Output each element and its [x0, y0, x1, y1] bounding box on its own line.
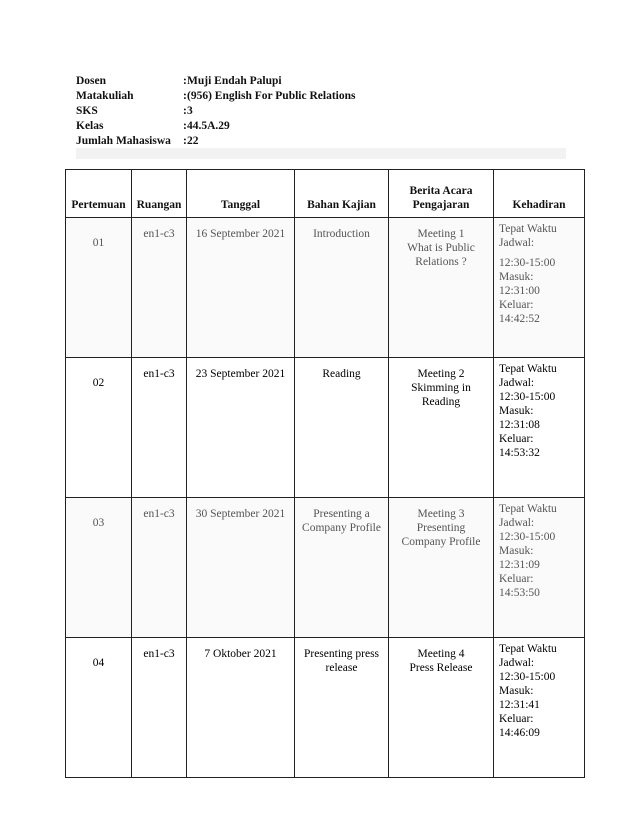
kehadiran-line: Keluar:: [499, 713, 534, 725]
cell-bahan-kajian: Reading: [295, 358, 389, 498]
cell-ruangan: en1-c3: [132, 638, 187, 778]
kelas-value: 44.5A.29: [187, 120, 230, 132]
header-berita-line2: Pengajaran: [412, 199, 470, 211]
cell-bahan-kajian: [295, 638, 389, 778]
kehadiran-status: Tepat Waktu: [499, 503, 557, 515]
berita-line: Meeting 4: [417, 648, 465, 660]
berita-line: Reading: [421, 396, 461, 408]
kehadiran-line: 12:30-15:00: [499, 391, 556, 403]
kehadiran-line: 14:53:32: [499, 447, 540, 459]
kehadiran-line: Keluar:: [499, 573, 534, 585]
kehadiran-line: Masuk:: [499, 545, 534, 557]
cell-pertemuan: 03: [66, 498, 132, 638]
info-divider-bar: [76, 148, 566, 159]
kehadiran-line: 14:53:50: [499, 587, 540, 599]
info-row-matakuliah: [76, 89, 566, 104]
kehadiran-line: 12:30-15:00: [499, 531, 556, 543]
header-tanggal: Tanggal: [187, 170, 295, 218]
table-row: [66, 218, 585, 358]
info-row-kelas: [76, 119, 566, 134]
kehadiran-line: Jadwal:: [499, 377, 535, 389]
header-kehadiran: Kehadiran: [494, 170, 585, 218]
kehadiran-line: 12:31:00: [499, 285, 540, 297]
kehadiran-line: 12:31:08: [499, 419, 540, 431]
table-row: [66, 498, 585, 638]
kehadiran-line: 12:31:41: [499, 699, 540, 711]
bahan-line: Company Profile: [302, 522, 381, 534]
kehadiran-line: 14:42:52: [499, 313, 540, 325]
cell-kehadiran: [494, 498, 585, 638]
separator: :: [183, 75, 187, 87]
berita-line: Meeting 3: [417, 508, 465, 520]
sks-value: 3: [187, 105, 193, 117]
kehadiran-line: Masuk:: [499, 271, 534, 283]
header-ruangan: Ruangan: [132, 170, 187, 218]
kehadiran-line: Masuk:: [499, 685, 534, 697]
sks-label: SKS: [76, 105, 98, 117]
attendance-table: [65, 169, 585, 778]
header-berita-acara: [389, 170, 494, 218]
kehadiran-line: Keluar:: [499, 433, 534, 445]
info-row-dosen: [76, 74, 566, 89]
cell-bahan-kajian: [295, 498, 389, 638]
matakuliah-value: (956) English For Public Relations: [187, 90, 356, 102]
berita-line: Relations ?: [415, 256, 467, 268]
table-row: [66, 638, 585, 778]
kehadiran-line: Jadwal:: [499, 237, 535, 249]
cell-pertemuan: 01: [66, 218, 132, 358]
cell-pertemuan: 02: [66, 358, 132, 498]
cell-tanggal: 23 September 2021: [187, 358, 295, 498]
info-row-jumlah: [76, 134, 566, 149]
bahan-line: release: [325, 662, 358, 674]
kehadiran-line: 12:31:09: [499, 559, 540, 571]
cell-tanggal: 30 September 2021: [187, 498, 295, 638]
berita-line: What is Public: [407, 242, 475, 254]
berita-line: Press Release: [409, 662, 473, 674]
cell-ruangan: en1-c3: [132, 498, 187, 638]
cell-kehadiran: [494, 358, 585, 498]
separator: :: [183, 120, 187, 132]
cell-kehadiran: [494, 218, 585, 358]
bahan-line: Presenting press: [303, 648, 380, 660]
course-info: [76, 74, 566, 149]
kehadiran-line: Keluar:: [499, 299, 534, 311]
dosen-label: Dosen: [76, 75, 107, 87]
header-bahan-kajian: Bahan Kajian: [295, 170, 389, 218]
jumlah-label: Jumlah Mahasiswa: [76, 135, 171, 147]
berita-line: Company Profile: [401, 536, 481, 548]
info-row-sks: [76, 104, 566, 119]
kehadiran-status: Tepat Waktu: [499, 643, 557, 655]
cell-berita-acara: [389, 358, 494, 498]
cell-berita-acara: [389, 638, 494, 778]
cell-berita-acara: [389, 218, 494, 358]
cell-tanggal: 7 Oktober 2021: [187, 638, 295, 778]
header-pertemuan: Pertemuan: [66, 170, 132, 218]
kehadiran-line: Masuk:: [499, 405, 534, 417]
matakuliah-label: Matakuliah: [76, 90, 134, 102]
kehadiran-line: Jadwal:: [499, 517, 535, 529]
table-header-row: [66, 170, 585, 218]
cell-tanggal: 16 September 2021: [187, 218, 295, 358]
dosen-value: Muji Endah Palupi: [187, 75, 282, 87]
kehadiran-line: 12:30-15:00: [499, 671, 556, 683]
cell-pertemuan: 04: [66, 638, 132, 778]
header-berita-line1: Berita Acara: [409, 185, 473, 197]
kehadiran-line: Jadwal:: [499, 657, 535, 669]
cell-ruangan: en1-c3: [132, 358, 187, 498]
kehadiran-line: 14:46:09: [499, 727, 540, 739]
berita-line: Meeting 1: [417, 228, 465, 240]
separator: :: [183, 90, 187, 102]
kelas-label: Kelas: [76, 120, 104, 132]
kehadiran-status: Tepat Waktu: [499, 363, 557, 375]
cell-bahan-kajian: Introduction: [295, 218, 389, 358]
cell-berita-acara: [389, 498, 494, 638]
cell-kehadiran: [494, 638, 585, 778]
cell-ruangan: en1-c3: [132, 218, 187, 358]
bahan-line: Presenting a: [313, 508, 370, 520]
separator: :: [183, 135, 187, 147]
kehadiran-status: Tepat Waktu: [499, 223, 557, 235]
berita-line: Meeting 2: [417, 368, 465, 380]
jumlah-value: 22: [187, 135, 199, 147]
berita-line: Skimming in: [411, 382, 471, 394]
table-row: [66, 358, 585, 498]
kehadiran-line: 12:30-15:00: [499, 257, 556, 269]
separator: :: [183, 105, 187, 117]
berita-line: Presenting: [416, 522, 466, 534]
